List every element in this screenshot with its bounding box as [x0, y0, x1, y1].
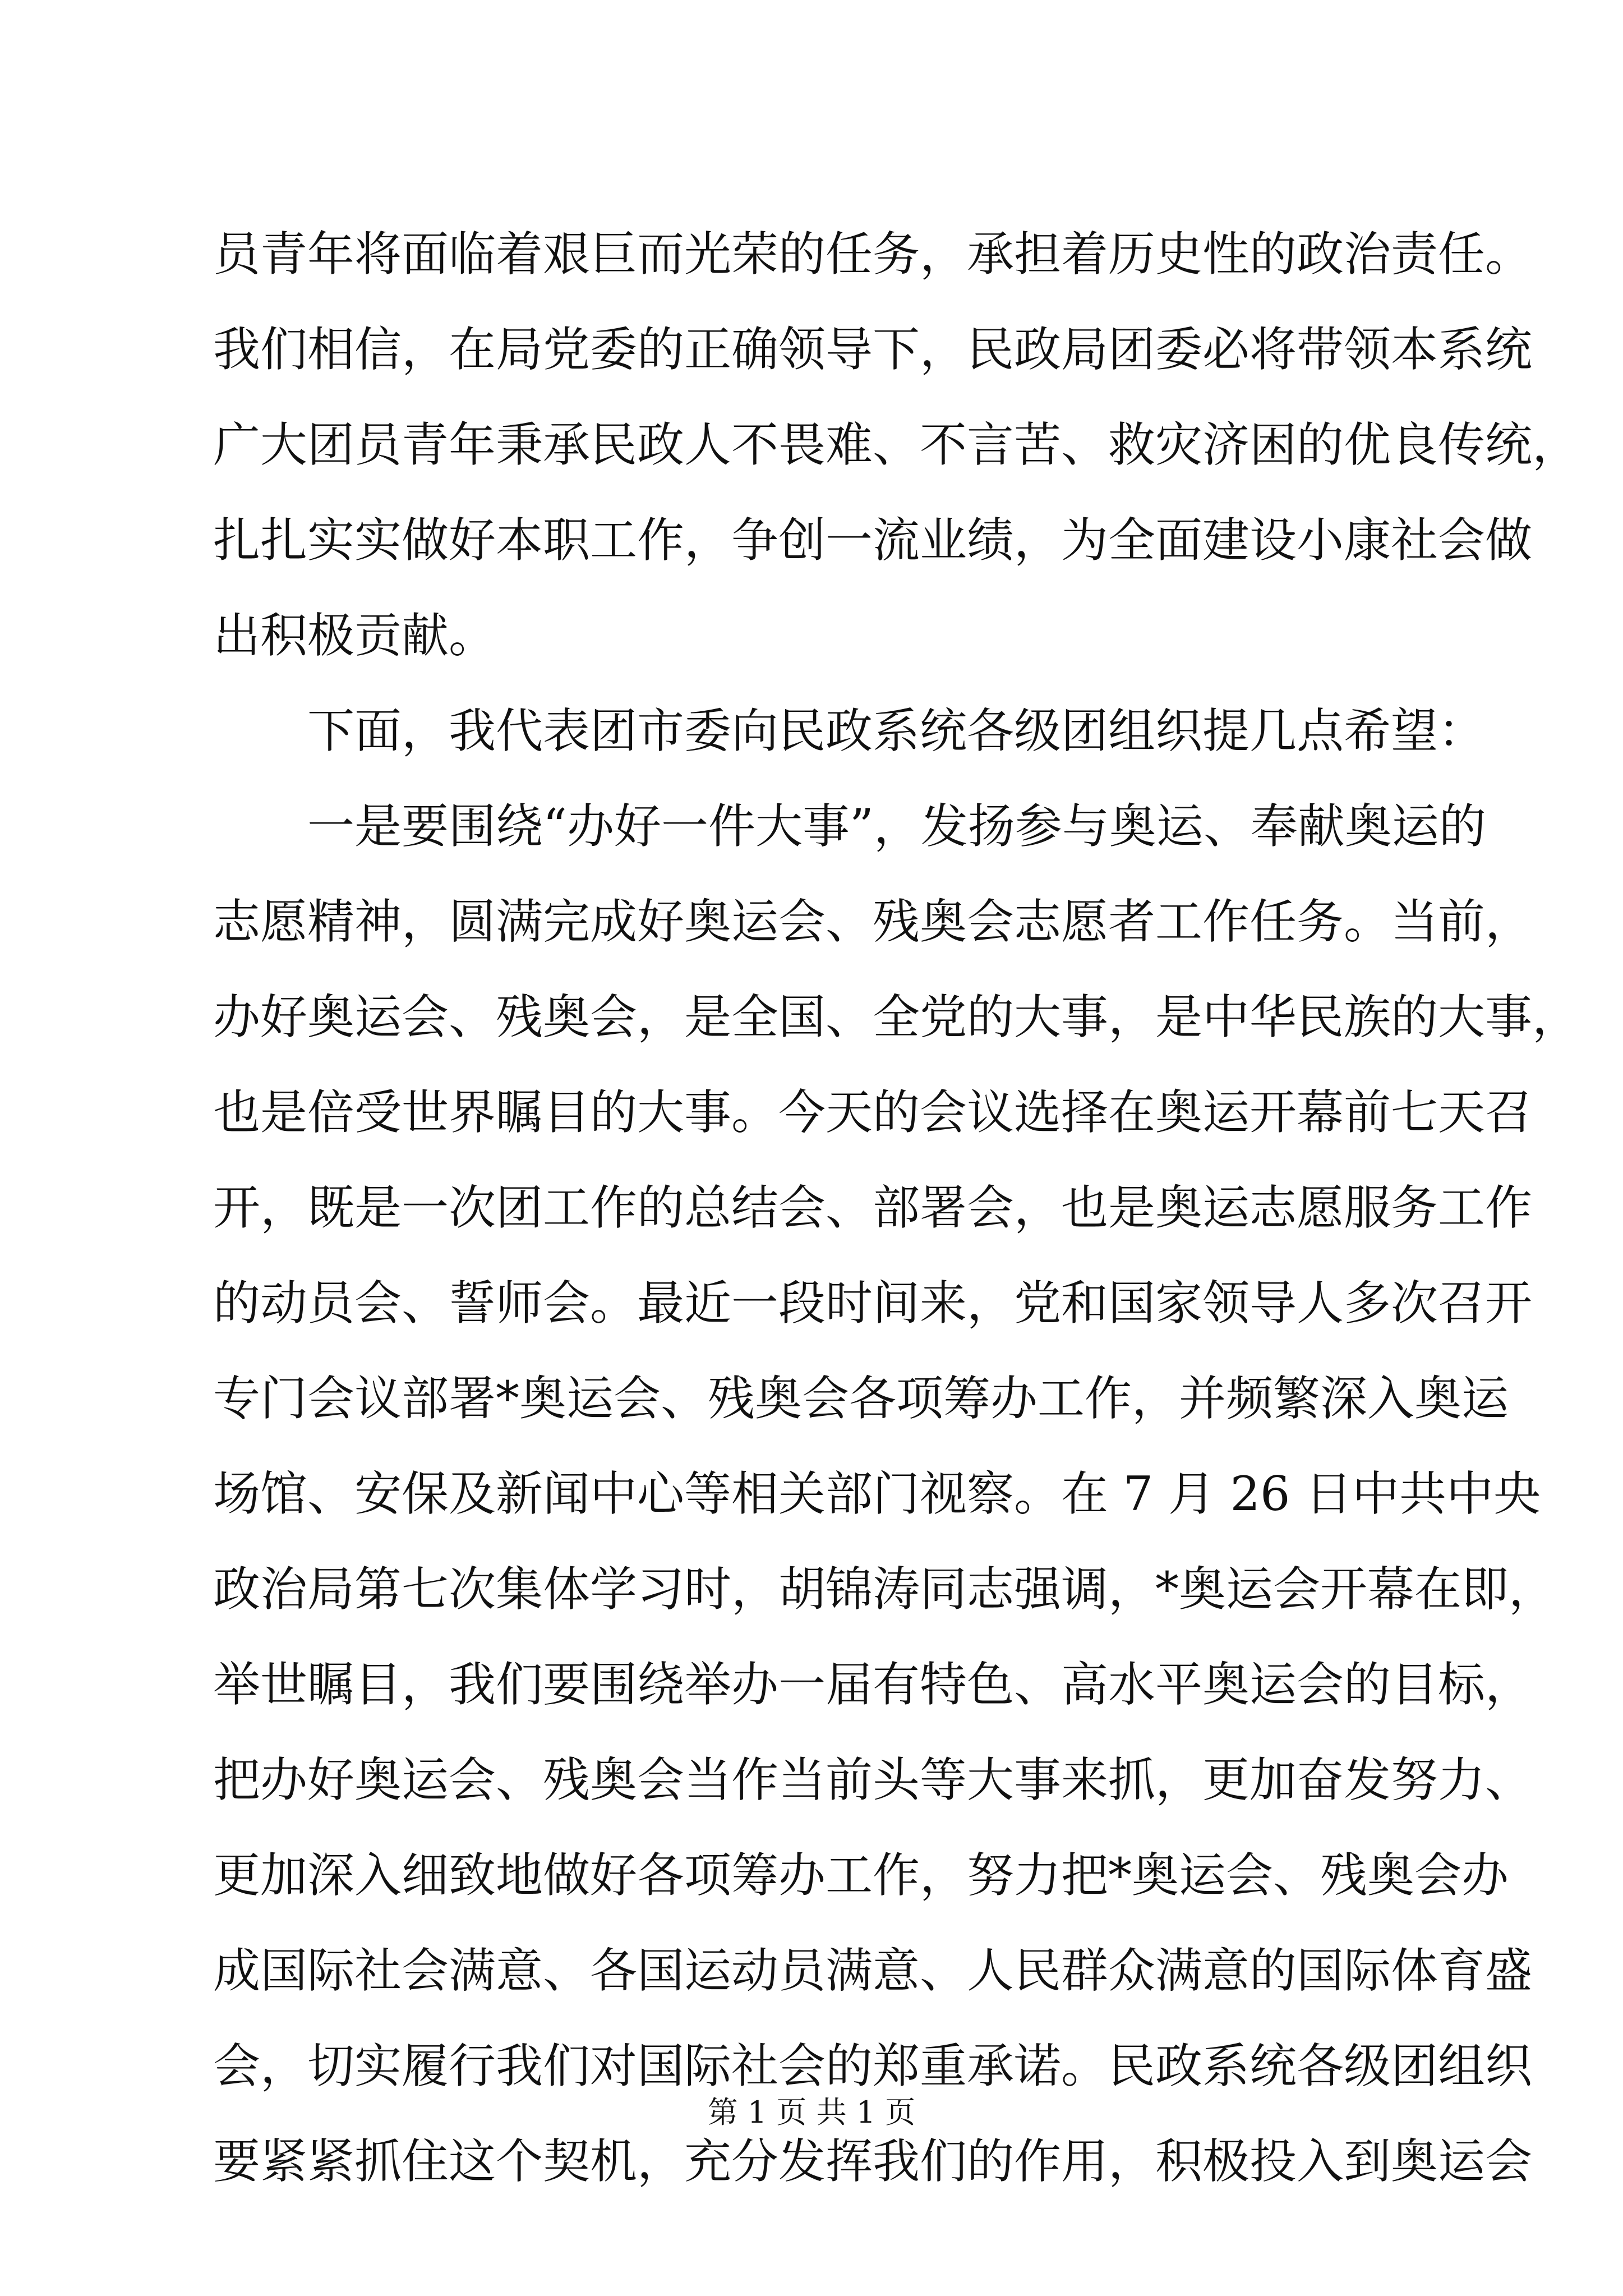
text-line-12: 的动员会、誓师会。最近一段时间来，党和国家领导人多次召开 — [213, 1276, 1533, 1331]
page-footer: 第 1 页 共 1 页 — [707, 2095, 916, 2130]
text-line-1: 员青年将面临着艰巨而光荣的任务，承担着历史性的政治责任。 — [213, 227, 1533, 282]
text-line-20: 会，切实履行我们对国际社会的郑重承诺。民政系统各级团组织 — [213, 2039, 1533, 2093]
text-line-7: 一是要围绕“办好一件大事”，发扬参与奥运、奉献奥运的 — [213, 799, 1486, 854]
text-line-19: 成国际社会满意、各国运动员满意、人民群众满意的国际体育盛 — [213, 1943, 1533, 1998]
text-line-2: 我们相信，在局党委的正确领导下，民政局团委必将带领本系统 — [213, 322, 1533, 377]
text-line-17: 把办好奥运会、残奥会当作当前头等大事来抓，更加奋发努力、 — [213, 1752, 1533, 1807]
text-line-8: 志愿精神，圆满完成好奥运会、残奥会志愿者工作任务。当前， — [213, 894, 1533, 949]
text-line-3: 广大团员青年秉承民政人不畏难、不言苦、救灾济困的优良传统， — [213, 417, 1580, 472]
text-line-9: 办好奥运会、残奥会，是全国、全党的大事，是中华民族的大事， — [213, 990, 1580, 1045]
text-line-5: 出积极贡献。 — [213, 608, 496, 663]
text-line-21: 要紧紧抓住这个契机，充分发挥我们的作用，积极投入到奥运会 — [213, 2134, 1533, 2189]
text-line-4: 扎扎实实做好本职工作，争创一流业绩，为全面建设小康社会做 — [213, 513, 1533, 568]
document-body — [213, 206, 1580, 2209]
text-line-11: 开，既是一次团工作的总结会、部署会，也是奥运志愿服务工作 — [213, 1180, 1533, 1235]
text-line-6: 下面，我代表团市委向民政系统各级团组织提几点希望： — [213, 703, 1486, 758]
text-line-13: 专门会议部署*奥运会、残奥会各项筹办工作，并频繁深入奥运 — [213, 1371, 1509, 1426]
text-line-14: 场馆、安保及新闻中心等相关部门视察。在 7 月 26 日中共中央 — [213, 1466, 1541, 1521]
text-line-15: 政治局第七次集体学习时，胡锦涛同志强调，*奥运会开幕在即， — [213, 1562, 1556, 1617]
text-line-18: 更加深入细致地做好各项筹办工作，努力把*奥运会、残奥会办 — [213, 1848, 1509, 1903]
text-line-10: 也是倍受世界瞩目的大事。今天的会议选择在奥运开幕前七天召 — [213, 1085, 1533, 1140]
text-line-16: 举世瞩目，我们要围绕举办一届有特色、高水平奥运会的目标， — [213, 1657, 1533, 1712]
